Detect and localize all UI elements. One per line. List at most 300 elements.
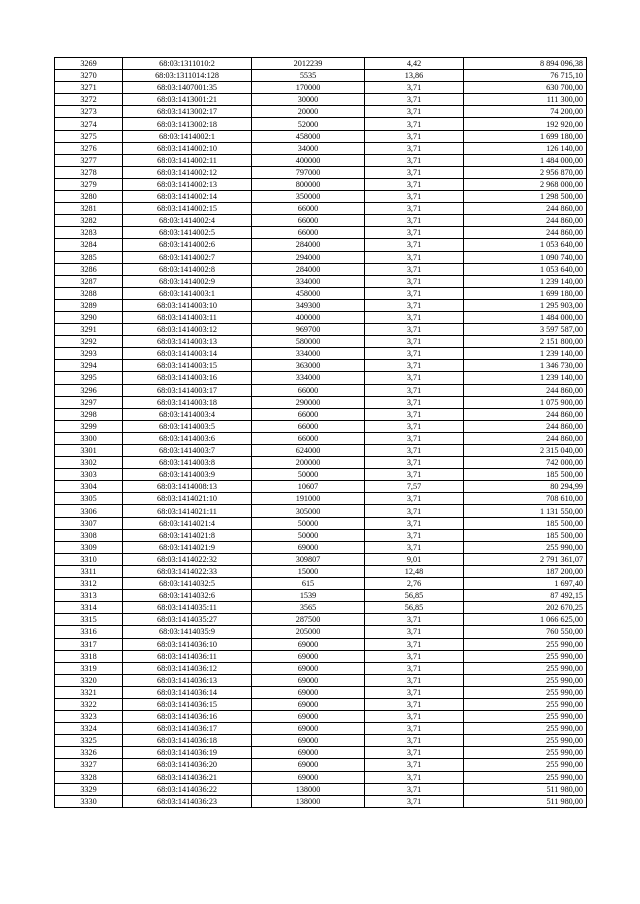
cadastral-number-cell: 68:03:1414036:17 <box>123 723 252 735</box>
amount-cell: 255 990,00 <box>464 759 587 771</box>
row-number-cell: 3300 <box>55 432 123 444</box>
rate-cell: 3,71 <box>365 662 464 674</box>
row-number-cell: 3295 <box>55 372 123 384</box>
area-cell: 284000 <box>252 263 365 275</box>
amount-cell: 1 298 500,00 <box>464 191 587 203</box>
cadastral-number-cell: 68:03:1414003:10 <box>123 299 252 311</box>
area-cell: 69000 <box>252 686 365 698</box>
area-cell: 66000 <box>252 203 365 215</box>
amount-cell: 1 484 000,00 <box>464 311 587 323</box>
row-number-cell: 3283 <box>55 227 123 239</box>
row-number-cell: 3321 <box>55 686 123 698</box>
rate-cell: 3,71 <box>365 396 464 408</box>
area-cell: 624000 <box>252 445 365 457</box>
cadastral-number-cell: 68:03:1414002:4 <box>123 215 252 227</box>
row-number-cell: 3271 <box>55 82 123 94</box>
cadastral-number-cell: 68:03:1414036:20 <box>123 759 252 771</box>
table-row <box>55 445 587 457</box>
area-cell: 66000 <box>252 432 365 444</box>
area-cell: 69000 <box>252 711 365 723</box>
amount-cell: 185 500,00 <box>464 529 587 541</box>
table-row <box>55 783 587 795</box>
amount-cell: 244 860,00 <box>464 384 587 396</box>
area-cell: 350000 <box>252 191 365 203</box>
cadastral-number-cell: 68:03:1414036:19 <box>123 747 252 759</box>
table-row <box>55 578 587 590</box>
row-number-cell: 3277 <box>55 154 123 166</box>
rate-cell: 3,71 <box>365 541 464 553</box>
area-cell: 69000 <box>252 771 365 783</box>
table-row <box>55 590 587 602</box>
area-cell: 800000 <box>252 178 365 190</box>
table-row <box>55 553 587 565</box>
row-number-cell: 3279 <box>55 178 123 190</box>
amount-cell: 74 200,00 <box>464 106 587 118</box>
table-row <box>55 698 587 710</box>
rate-cell: 3,71 <box>365 130 464 142</box>
area-cell: 69000 <box>252 735 365 747</box>
amount-cell: 708 610,00 <box>464 493 587 505</box>
area-cell: 334000 <box>252 275 365 287</box>
amount-cell: 185 500,00 <box>464 469 587 481</box>
cadastral-number-cell: 68:03:1414035:9 <box>123 626 252 638</box>
area-cell: 69000 <box>252 723 365 735</box>
cadastral-number-cell: 68:03:1414002:12 <box>123 166 252 178</box>
area-cell: 287500 <box>252 614 365 626</box>
rate-cell: 3,71 <box>365 191 464 203</box>
amount-cell: 255 990,00 <box>464 747 587 759</box>
row-number-cell: 3313 <box>55 590 123 602</box>
rate-cell: 3,71 <box>365 94 464 106</box>
rate-cell: 3,71 <box>365 711 464 723</box>
area-cell: 458000 <box>252 287 365 299</box>
cadastral-number-cell: 68:03:1414022:33 <box>123 565 252 577</box>
cadastral-number-cell: 68:03:1414002:11 <box>123 154 252 166</box>
cadastral-number-cell: 68:03:1414036:22 <box>123 783 252 795</box>
table-row <box>55 565 587 577</box>
rate-cell: 3,71 <box>365 493 464 505</box>
cadastral-number-cell: 68:03:1414021:9 <box>123 541 252 553</box>
table-row <box>55 118 587 130</box>
area-cell: 309807 <box>252 553 365 565</box>
amount-cell: 76 715,10 <box>464 70 587 82</box>
area-cell: 15000 <box>252 565 365 577</box>
row-number-cell: 3299 <box>55 420 123 432</box>
row-number-cell: 3327 <box>55 759 123 771</box>
area-cell: 69000 <box>252 638 365 650</box>
table-row <box>55 58 587 70</box>
cadastral-number-cell: 68:03:1407001:35 <box>123 82 252 94</box>
amount-cell: 630 700,00 <box>464 82 587 94</box>
row-number-cell: 3272 <box>55 94 123 106</box>
area-cell: 2012239 <box>252 58 365 70</box>
rate-cell: 3,71 <box>365 723 464 735</box>
rate-cell: 3,71 <box>365 759 464 771</box>
table-row <box>55 227 587 239</box>
cadastral-number-cell: 68:03:1414003:17 <box>123 384 252 396</box>
row-number-cell: 3282 <box>55 215 123 227</box>
rate-cell: 7,57 <box>365 481 464 493</box>
table-row <box>55 420 587 432</box>
row-number-cell: 3303 <box>55 469 123 481</box>
table-row <box>55 239 587 251</box>
amount-cell: 244 860,00 <box>464 432 587 444</box>
rate-cell: 3,71 <box>365 795 464 807</box>
row-number-cell: 3275 <box>55 130 123 142</box>
row-number-cell: 3273 <box>55 106 123 118</box>
rate-cell: 13,86 <box>365 70 464 82</box>
table-row <box>55 686 587 698</box>
rate-cell: 3,71 <box>365 203 464 215</box>
rate-cell: 3,71 <box>365 215 464 227</box>
cadastral-number-cell: 68:03:1414002:6 <box>123 239 252 251</box>
table-body <box>55 58 587 808</box>
rate-cell: 3,71 <box>365 469 464 481</box>
row-number-cell: 3304 <box>55 481 123 493</box>
cadastral-number-cell: 68:03:1414003:15 <box>123 360 252 372</box>
rate-cell: 3,71 <box>365 420 464 432</box>
area-cell: 1539 <box>252 590 365 602</box>
area-cell: 66000 <box>252 215 365 227</box>
cadastral-number-cell: 68:03:1414021:11 <box>123 505 252 517</box>
amount-cell: 187 200,00 <box>464 565 587 577</box>
cadastral-number-cell: 68:03:1414036:11 <box>123 650 252 662</box>
table-row <box>55 602 587 614</box>
rate-cell: 3,71 <box>365 336 464 348</box>
table-row <box>55 263 587 275</box>
amount-cell: 126 140,00 <box>464 142 587 154</box>
rate-cell: 3,71 <box>365 698 464 710</box>
row-number-cell: 3297 <box>55 396 123 408</box>
area-cell: 52000 <box>252 118 365 130</box>
area-cell: 50000 <box>252 469 365 481</box>
table-row <box>55 638 587 650</box>
table-row <box>55 154 587 166</box>
table-row <box>55 384 587 396</box>
amount-cell: 2 151 800,00 <box>464 336 587 348</box>
rate-cell: 9,01 <box>365 553 464 565</box>
row-number-cell: 3320 <box>55 674 123 686</box>
cadastral-number-cell: 68:03:1414035:27 <box>123 614 252 626</box>
rate-cell: 3,71 <box>365 106 464 118</box>
table-row <box>55 759 587 771</box>
cadastral-number-cell: 68:03:1414002:14 <box>123 191 252 203</box>
cadastral-number-cell: 68:03:1414003:5 <box>123 420 252 432</box>
amount-cell: 742 000,00 <box>464 457 587 469</box>
row-number-cell: 3307 <box>55 517 123 529</box>
rate-cell: 3,71 <box>365 227 464 239</box>
amount-cell: 255 990,00 <box>464 686 587 698</box>
rate-cell: 3,71 <box>365 408 464 420</box>
area-cell: 138000 <box>252 783 365 795</box>
row-number-cell: 3316 <box>55 626 123 638</box>
amount-cell: 1 295 903,00 <box>464 299 587 311</box>
cadastral-number-cell: 68:03:1414036:10 <box>123 638 252 650</box>
amount-cell: 3 597 587,00 <box>464 324 587 336</box>
rate-cell: 3,71 <box>365 82 464 94</box>
amount-cell: 1 699 180,00 <box>464 130 587 142</box>
cadastral-number-cell: 68:03:1414003:11 <box>123 311 252 323</box>
table-row <box>55 674 587 686</box>
rate-cell: 3,71 <box>365 251 464 263</box>
rate-cell: 3,71 <box>365 263 464 275</box>
cadastral-number-cell: 68:03:1414003:16 <box>123 372 252 384</box>
cadastral-number-cell: 68:03:1414003:14 <box>123 348 252 360</box>
table-row <box>55 481 587 493</box>
row-number-cell: 3278 <box>55 166 123 178</box>
rate-cell: 3,71 <box>365 360 464 372</box>
amount-cell: 255 990,00 <box>464 662 587 674</box>
rate-cell: 56,85 <box>365 602 464 614</box>
row-number-cell: 3322 <box>55 698 123 710</box>
area-cell: 400000 <box>252 154 365 166</box>
amount-cell: 255 990,00 <box>464 674 587 686</box>
cadastral-number-cell: 68:03:1413002:17 <box>123 106 252 118</box>
row-number-cell: 3284 <box>55 239 123 251</box>
cadastral-number-cell: 68:03:1414002:10 <box>123 142 252 154</box>
area-cell: 69000 <box>252 662 365 674</box>
area-cell: 191000 <box>252 493 365 505</box>
row-number-cell: 3290 <box>55 311 123 323</box>
amount-cell: 511 980,00 <box>464 783 587 795</box>
cadastral-number-cell: 68:03:1311014:128 <box>123 70 252 82</box>
row-number-cell: 3269 <box>55 58 123 70</box>
table-row <box>55 70 587 82</box>
table-row <box>55 662 587 674</box>
row-number-cell: 3314 <box>55 602 123 614</box>
cadastral-number-cell: 68:03:1414003:4 <box>123 408 252 420</box>
area-cell: 66000 <box>252 408 365 420</box>
area-cell: 294000 <box>252 251 365 263</box>
table-row <box>55 650 587 662</box>
area-cell: 34000 <box>252 142 365 154</box>
area-cell: 69000 <box>252 650 365 662</box>
table-row <box>55 529 587 541</box>
rate-cell: 3,71 <box>365 747 464 759</box>
area-cell: 284000 <box>252 239 365 251</box>
cadastral-number-cell: 68:03:1414036:13 <box>123 674 252 686</box>
amount-cell: 1 090 740,00 <box>464 251 587 263</box>
rate-cell: 3,71 <box>365 505 464 517</box>
cadastral-number-cell: 68:03:1414002:8 <box>123 263 252 275</box>
table-row <box>55 795 587 807</box>
table-row <box>55 771 587 783</box>
row-number-cell: 3308 <box>55 529 123 541</box>
cadastral-number-cell: 68:03:1414036:21 <box>123 771 252 783</box>
table-row <box>55 178 587 190</box>
area-cell: 200000 <box>252 457 365 469</box>
row-number-cell: 3289 <box>55 299 123 311</box>
area-cell: 615 <box>252 578 365 590</box>
table-row <box>55 311 587 323</box>
row-number-cell: 3324 <box>55 723 123 735</box>
area-cell: 334000 <box>252 348 365 360</box>
amount-cell: 255 990,00 <box>464 771 587 783</box>
cadastral-number-cell: 68:03:1414032:5 <box>123 578 252 590</box>
rate-cell: 3,71 <box>365 287 464 299</box>
row-number-cell: 3280 <box>55 191 123 203</box>
cadastral-number-cell: 68:03:1414036:12 <box>123 662 252 674</box>
cadastral-number-cell: 68:03:1414002:13 <box>123 178 252 190</box>
amount-cell: 1 239 140,00 <box>464 275 587 287</box>
rate-cell: 3,71 <box>365 783 464 795</box>
amount-cell: 1 053 640,00 <box>464 263 587 275</box>
row-number-cell: 3305 <box>55 493 123 505</box>
table-row <box>55 106 587 118</box>
row-number-cell: 3274 <box>55 118 123 130</box>
cadastral-number-cell: 68:03:1414036:16 <box>123 711 252 723</box>
cadastral-number-cell: 68:03:1414002:15 <box>123 203 252 215</box>
table-row <box>55 130 587 142</box>
table-row <box>55 215 587 227</box>
area-cell: 30000 <box>252 94 365 106</box>
area-cell: 205000 <box>252 626 365 638</box>
row-number-cell: 3301 <box>55 445 123 457</box>
table-row <box>55 82 587 94</box>
amount-cell: 87 492,15 <box>464 590 587 602</box>
table-row <box>55 408 587 420</box>
cadastral-number-cell: 68:03:1414036:18 <box>123 735 252 747</box>
area-cell: 20000 <box>252 106 365 118</box>
area-cell: 3565 <box>252 602 365 614</box>
rate-cell: 3,71 <box>365 154 464 166</box>
row-number-cell: 3296 <box>55 384 123 396</box>
amount-cell: 8 894 096,38 <box>464 58 587 70</box>
area-cell: 797000 <box>252 166 365 178</box>
amount-cell: 255 990,00 <box>464 541 587 553</box>
rate-cell: 4,42 <box>365 58 464 70</box>
amount-cell: 2 956 870,00 <box>464 166 587 178</box>
row-number-cell: 3294 <box>55 360 123 372</box>
area-cell: 138000 <box>252 795 365 807</box>
area-cell: 66000 <box>252 420 365 432</box>
amount-cell: 2 968 000,00 <box>464 178 587 190</box>
table-row <box>55 372 587 384</box>
row-number-cell: 3319 <box>55 662 123 674</box>
cadastral-number-cell: 68:03:1414021:4 <box>123 517 252 529</box>
table-row <box>55 517 587 529</box>
row-number-cell: 3298 <box>55 408 123 420</box>
cadastral-number-cell: 68:03:1414008:13 <box>123 481 252 493</box>
row-number-cell: 3329 <box>55 783 123 795</box>
rate-cell: 3,71 <box>365 311 464 323</box>
area-cell: 69000 <box>252 759 365 771</box>
rate-cell: 3,71 <box>365 348 464 360</box>
rate-cell: 3,71 <box>365 166 464 178</box>
row-number-cell: 3315 <box>55 614 123 626</box>
cadastral-number-cell: 68:03:1414036:15 <box>123 698 252 710</box>
rate-cell: 3,71 <box>365 275 464 287</box>
rate-cell: 2,76 <box>365 578 464 590</box>
amount-cell: 192 920,00 <box>464 118 587 130</box>
amount-cell: 244 860,00 <box>464 215 587 227</box>
amount-cell: 80 294,99 <box>464 481 587 493</box>
amount-cell: 1 053 640,00 <box>464 239 587 251</box>
rate-cell: 3,71 <box>365 432 464 444</box>
rate-cell: 3,71 <box>365 674 464 686</box>
amount-cell: 244 860,00 <box>464 227 587 239</box>
table-row <box>55 723 587 735</box>
rate-cell: 3,71 <box>365 614 464 626</box>
table-row <box>55 348 587 360</box>
cadastral-number-cell: 68:03:1414002:5 <box>123 227 252 239</box>
row-number-cell: 3288 <box>55 287 123 299</box>
rate-cell: 56,85 <box>365 590 464 602</box>
row-number-cell: 3325 <box>55 735 123 747</box>
amount-cell: 244 860,00 <box>464 420 587 432</box>
amount-cell: 111 300,00 <box>464 94 587 106</box>
area-cell: 969700 <box>252 324 365 336</box>
table-row <box>55 360 587 372</box>
row-number-cell: 3312 <box>55 578 123 590</box>
row-number-cell: 3292 <box>55 336 123 348</box>
area-cell: 363000 <box>252 360 365 372</box>
amount-cell: 1 239 140,00 <box>464 348 587 360</box>
area-cell: 5535 <box>252 70 365 82</box>
table-row <box>55 747 587 759</box>
table-row <box>55 469 587 481</box>
rate-cell: 3,71 <box>365 142 464 154</box>
area-cell: 10607 <box>252 481 365 493</box>
rate-cell: 3,71 <box>365 239 464 251</box>
area-cell: 69000 <box>252 674 365 686</box>
amount-cell: 244 860,00 <box>464 203 587 215</box>
rate-cell: 3,71 <box>365 118 464 130</box>
table-row <box>55 166 587 178</box>
rate-cell: 3,71 <box>365 517 464 529</box>
table-row <box>55 711 587 723</box>
area-cell: 349300 <box>252 299 365 311</box>
cadastral-number-cell: 68:03:1414003:6 <box>123 432 252 444</box>
amount-cell: 255 990,00 <box>464 723 587 735</box>
cadastral-number-cell: 68:03:1414003:18 <box>123 396 252 408</box>
row-number-cell: 3293 <box>55 348 123 360</box>
amount-cell: 255 990,00 <box>464 698 587 710</box>
amount-cell: 202 670,25 <box>464 602 587 614</box>
row-number-cell: 3287 <box>55 275 123 287</box>
cadastral-number-cell: 68:03:1414036:14 <box>123 686 252 698</box>
table-row <box>55 203 587 215</box>
rate-cell: 3,71 <box>365 626 464 638</box>
row-number-cell: 3310 <box>55 553 123 565</box>
amount-cell: 255 990,00 <box>464 711 587 723</box>
amount-cell: 1 131 550,00 <box>464 505 587 517</box>
amount-cell: 255 990,00 <box>464 735 587 747</box>
amount-cell: 255 990,00 <box>464 650 587 662</box>
cadastral-number-cell: 68:03:1414021:8 <box>123 529 252 541</box>
table-row <box>55 142 587 154</box>
cadastral-number-cell: 68:03:1413002:18 <box>123 118 252 130</box>
table-row <box>55 94 587 106</box>
table-row <box>55 735 587 747</box>
cadastral-number-cell: 68:03:1414036:23 <box>123 795 252 807</box>
table-row <box>55 396 587 408</box>
rate-cell: 3,71 <box>365 445 464 457</box>
row-number-cell: 3323 <box>55 711 123 723</box>
area-cell: 66000 <box>252 384 365 396</box>
row-number-cell: 3326 <box>55 747 123 759</box>
amount-cell: 1 484 000,00 <box>464 154 587 166</box>
table-row <box>55 287 587 299</box>
cadastral-number-cell: 68:03:1414003:12 <box>123 324 252 336</box>
area-cell: 400000 <box>252 311 365 323</box>
cadastral-number-cell: 68:03:1414003:13 <box>123 336 252 348</box>
area-cell: 290000 <box>252 396 365 408</box>
rate-cell: 3,71 <box>365 299 464 311</box>
row-number-cell: 3276 <box>55 142 123 154</box>
table-row <box>55 505 587 517</box>
table-row <box>55 457 587 469</box>
